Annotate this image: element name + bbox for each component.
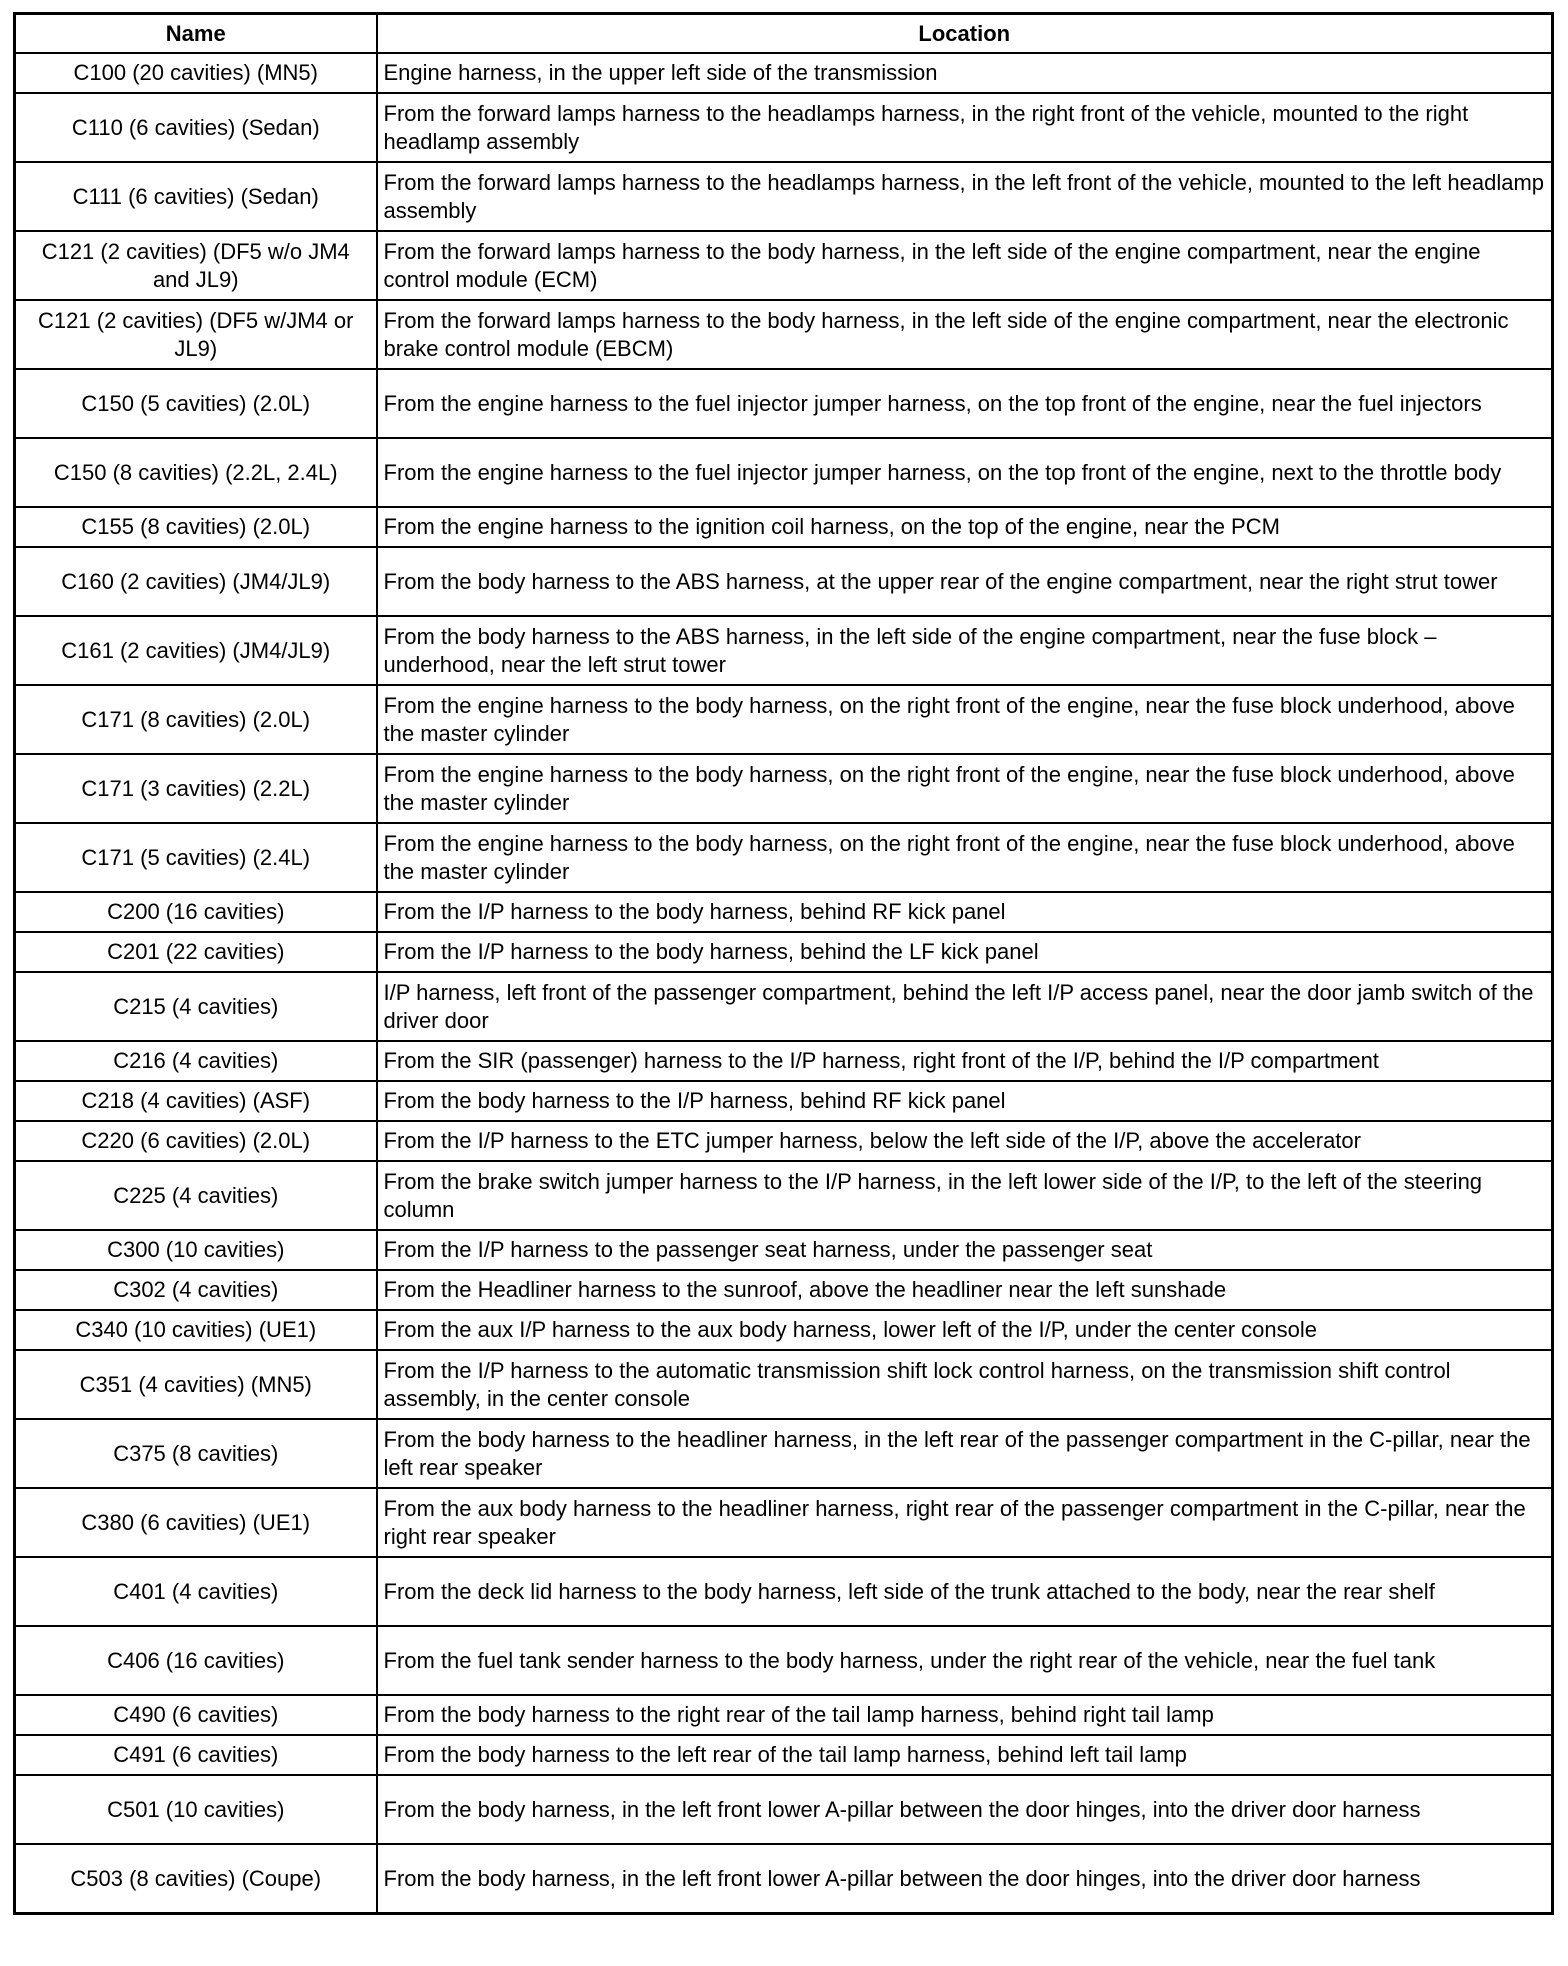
connector-name: C201 (22 cavities): [15, 932, 377, 972]
connector-location: From the I/P harness to the body harness, behind the LF kick panel: [377, 932, 1553, 972]
table-row: [15, 972, 1553, 1041]
table-row: [15, 1081, 1553, 1121]
name-column-header: Name: [15, 14, 377, 54]
connector-name: C401 (4 cavities): [15, 1557, 377, 1626]
connector-location: From the forward lamps harness to the headlamps harness, in the right front of the vehicle, mounted to the right headlamp assembly: [377, 93, 1553, 162]
table-row: [15, 93, 1553, 162]
connector-name: C220 (6 cavities) (2.0L): [15, 1121, 377, 1161]
table-row: [15, 300, 1553, 369]
connector-name: C215 (4 cavities): [15, 972, 377, 1041]
connector-location-table: [13, 12, 1554, 1915]
connector-location: I/P harness, left front of the passenger compartment, behind the left I/P access panel, near the door jamb switch of the driver door: [377, 972, 1553, 1041]
table-row: [15, 1419, 1553, 1488]
connector-location: From the brake switch jumper harness to the I/P harness, in the left lower side of the I/P, to the left of the steering column: [377, 1161, 1553, 1230]
connector-location: From the I/P harness to the passenger seat harness, under the passenger seat: [377, 1230, 1553, 1270]
table-row: [15, 369, 1553, 438]
connector-location: From the engine harness to the fuel injector jumper harness, on the top front of the engine, near the fuel injectors: [377, 369, 1553, 438]
connector-location: From the I/P harness to the body harness, behind RF kick panel: [377, 892, 1553, 932]
table-row: [15, 1350, 1553, 1419]
table-row: [15, 162, 1553, 231]
connector-location: From the body harness to the I/P harness, behind RF kick panel: [377, 1081, 1553, 1121]
connector-name: C161 (2 cavities) (JM4/JL9): [15, 616, 377, 685]
table-row: [15, 1775, 1553, 1844]
table-row: [15, 1041, 1553, 1081]
connector-name: C216 (4 cavities): [15, 1041, 377, 1081]
connector-name: C218 (4 cavities) (ASF): [15, 1081, 377, 1121]
table-row: [15, 754, 1553, 823]
connector-name: C160 (2 cavities) (JM4/JL9): [15, 547, 377, 616]
connector-name: C171 (5 cavities) (2.4L): [15, 823, 377, 892]
table-row: [15, 1121, 1553, 1161]
connector-name: C491 (6 cavities): [15, 1735, 377, 1775]
table-row: [15, 1844, 1553, 1914]
connector-name: C110 (6 cavities) (Sedan): [15, 93, 377, 162]
connector-location: From the forward lamps harness to the body harness, in the left side of the engine compartment, near the engine control module (ECM): [377, 231, 1553, 300]
connector-name: C150 (5 cavities) (2.0L): [15, 369, 377, 438]
table-row: [15, 932, 1553, 972]
connector-location: From the engine harness to the ignition coil harness, on the top of the engine, near the PCM: [377, 507, 1553, 547]
connector-name: C302 (4 cavities): [15, 1270, 377, 1310]
header-row: [15, 14, 1553, 54]
connector-name: C300 (10 cavities): [15, 1230, 377, 1270]
connector-name: C225 (4 cavities): [15, 1161, 377, 1230]
connector-name: C150 (8 cavities) (2.2L, 2.4L): [15, 438, 377, 507]
connector-name: C490 (6 cavities): [15, 1695, 377, 1735]
connector-name: C155 (8 cavities) (2.0L): [15, 507, 377, 547]
table-row: [15, 1626, 1553, 1695]
connector-location: From the engine harness to the body harness, on the right front of the engine, near the fuse block underhood, above the master cylinder: [377, 754, 1553, 823]
connector-location: From the aux I/P harness to the aux body harness, lower left of the I/P, under the center console: [377, 1310, 1553, 1350]
connector-name: C406 (16 cavities): [15, 1626, 377, 1695]
connector-location: From the fuel tank sender harness to the body harness, under the right rear of the vehicle, near the fuel tank: [377, 1626, 1553, 1695]
connector-name: C351 (4 cavities) (MN5): [15, 1350, 377, 1419]
table-row: [15, 892, 1553, 932]
connector-name: C375 (8 cavities): [15, 1419, 377, 1488]
table-row: [15, 685, 1553, 754]
table-row: [15, 1270, 1553, 1310]
table-row: [15, 53, 1553, 93]
connector-name: C121 (2 cavities) (DF5 w/JM4 or JL9): [15, 300, 377, 369]
connector-location: From the body harness, in the left front lower A-pillar between the door hinges, into the driver door harness: [377, 1775, 1553, 1844]
table-row: [15, 616, 1553, 685]
connector-location: From the aux body harness to the headliner harness, right rear of the passenger compartment in the C-pillar, near the right rear speaker: [377, 1488, 1553, 1557]
connector-name: C100 (20 cavities) (MN5): [15, 53, 377, 93]
connector-location: From the deck lid harness to the body harness, left side of the trunk attached to the body, near the rear shelf: [377, 1557, 1553, 1626]
connector-name: C171 (3 cavities) (2.2L): [15, 754, 377, 823]
connector-location: From the I/P harness to the ETC jumper harness, below the left side of the I/P, above the accelerator: [377, 1121, 1553, 1161]
table-row: [15, 1161, 1553, 1230]
connector-location: From the engine harness to the body harness, on the right front of the engine, near the fuse block underhood, above the master cylinder: [377, 685, 1553, 754]
connector-location: From the SIR (passenger) harness to the I/P harness, right front of the I/P, behind the I/P compartment: [377, 1041, 1553, 1081]
connector-name: C503 (8 cavities) (Coupe): [15, 1844, 377, 1914]
table-row: [15, 1735, 1553, 1775]
table-row: [15, 547, 1553, 616]
table-row: [15, 438, 1553, 507]
connector-name: C501 (10 cavities): [15, 1775, 377, 1844]
connector-location: From the body harness, in the left front lower A-pillar between the door hinges, into the driver door harness: [377, 1844, 1553, 1914]
connector-name: C200 (16 cavities): [15, 892, 377, 932]
connector-name: C340 (10 cavities) (UE1): [15, 1310, 377, 1350]
table-row: [15, 1488, 1553, 1557]
table-row: [15, 1557, 1553, 1626]
connector-name: C380 (6 cavities) (UE1): [15, 1488, 377, 1557]
connector-location: From the body harness to the right rear of the tail lamp harness, behind right tail lamp: [377, 1695, 1553, 1735]
connector-location: From the body harness to the left rear of the tail lamp harness, behind left tail lamp: [377, 1735, 1553, 1775]
table-row: [15, 1695, 1553, 1735]
connector-name: C111 (6 cavities) (Sedan): [15, 162, 377, 231]
connector-name: C121 (2 cavities) (DF5 w/o JM4 and JL9): [15, 231, 377, 300]
table-row: [15, 1310, 1553, 1350]
connector-location: From the forward lamps harness to the body harness, in the left side of the engine compartment, near the electronic brake control module (EBCM): [377, 300, 1553, 369]
connector-location: From the body harness to the ABS harness, at the upper rear of the engine compartment, near the right strut tower: [377, 547, 1553, 616]
location-column-header: Location: [377, 14, 1553, 54]
connector-location: From the body harness to the ABS harness, in the left side of the engine compartment, near the fuse block – underhood, near the left strut tower: [377, 616, 1553, 685]
connector-name: C171 (8 cavities) (2.0L): [15, 685, 377, 754]
connector-location: From the body harness to the headliner harness, in the left rear of the passenger compartment in the C-pillar, near the left rear speaker: [377, 1419, 1553, 1488]
table-row: [15, 823, 1553, 892]
connector-location: From the engine harness to the body harness, on the right front of the engine, near the fuse block underhood, above the master cylinder: [377, 823, 1553, 892]
table-row: [15, 1230, 1553, 1270]
connector-location: From the Headliner harness to the sunroof, above the headliner near the left sunshade: [377, 1270, 1553, 1310]
connector-location: Engine harness, in the upper left side of the transmission: [377, 53, 1553, 93]
table-row: [15, 507, 1553, 547]
table-row: [15, 231, 1553, 300]
connector-location: From the forward lamps harness to the headlamps harness, in the left front of the vehicle, mounted to the left headlamp assembly: [377, 162, 1553, 231]
connector-location: From the engine harness to the fuel injector jumper harness, on the top front of the engine, next to the throttle body: [377, 438, 1553, 507]
connector-location: From the I/P harness to the automatic transmission shift lock control harness, on the transmission shift control assembly, in the center console: [377, 1350, 1553, 1419]
